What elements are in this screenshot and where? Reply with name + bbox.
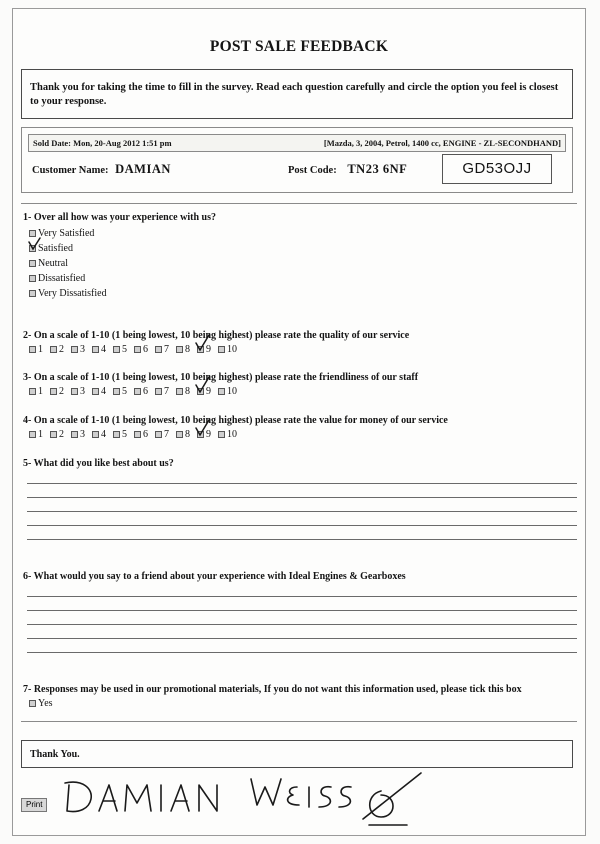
thank-you-box: Thank You. (21, 740, 573, 768)
rating-number: 5 (122, 429, 127, 440)
rating-number: 10 (227, 429, 237, 440)
rating-option[interactable] (218, 429, 237, 440)
q1-option[interactable] (29, 258, 68, 269)
option-checkbox[interactable] (29, 230, 36, 237)
question-4-scale (29, 429, 244, 440)
rating-number: 3 (80, 386, 85, 397)
sale-info-row (28, 134, 566, 152)
question-2: 2- On a scale of 1-10 (1 being lowest, 10 being highest) please rate the quality of our service (23, 330, 410, 341)
rating-number: 3 (80, 429, 85, 440)
rating-option[interactable] (71, 344, 85, 355)
rating-number: 4 (101, 429, 106, 440)
rating-checkbox[interactable] (113, 388, 120, 395)
rating-checkbox[interactable] (71, 346, 78, 353)
rating-number: 9 (206, 344, 211, 355)
rating-number: 3 (80, 344, 85, 355)
rating-option[interactable] (176, 386, 190, 397)
rating-checkbox[interactable] (92, 388, 99, 395)
answer-line[interactable] (27, 525, 577, 526)
rating-option[interactable] (71, 429, 85, 440)
rating-number: 2 (59, 344, 64, 355)
option-label: Dissatisfied (38, 273, 86, 284)
rating-option[interactable] (113, 344, 127, 355)
rating-checkbox[interactable] (155, 388, 162, 395)
vehicle-details: [Mazda, 3, 2004, Petrol, 1400 cc, ENGINE - ZL-SECONDHAND] (323, 138, 561, 148)
answer-line[interactable] (27, 652, 577, 653)
rating-checkbox[interactable] (134, 431, 141, 438)
postcode-value: TN23 6NF (347, 162, 408, 176)
rating-number: 9 (206, 429, 211, 440)
rating-number: 6 (143, 429, 148, 440)
rating-checkbox[interactable] (176, 431, 183, 438)
rating-option[interactable] (92, 429, 106, 440)
option-checkbox[interactable] (29, 290, 36, 297)
rating-number: 1 (38, 344, 43, 355)
q1-option[interactable] (29, 288, 107, 299)
rating-checkbox[interactable] (92, 431, 99, 438)
rating-number: 1 (38, 429, 43, 440)
consent-checkbox[interactable] (29, 700, 36, 707)
rating-number: 2 (59, 386, 64, 397)
print-button[interactable]: Print (21, 798, 47, 812)
intro-box: Thank you for taking the time to fill in the survey. Read each question carefully and circle the option you feel is closest to your response. (21, 69, 573, 119)
postcode-label: Post Code: (288, 165, 337, 176)
option-checkbox[interactable] (29, 260, 36, 267)
rating-option[interactable] (29, 429, 43, 440)
rating-checkbox[interactable] (218, 346, 225, 353)
answer-line[interactable] (27, 610, 577, 611)
rating-number: 2 (59, 429, 64, 440)
rating-option[interactable] (218, 344, 237, 355)
rating-number: 10 (227, 386, 237, 397)
rating-number: 7 (164, 344, 169, 355)
rating-checkbox[interactable] (197, 346, 204, 353)
rating-option[interactable] (155, 386, 169, 397)
rating-option[interactable] (71, 386, 85, 397)
answer-line[interactable] (27, 483, 577, 484)
rating-checkbox[interactable] (218, 388, 225, 395)
rating-option[interactable] (155, 344, 169, 355)
rating-checkbox[interactable] (155, 346, 162, 353)
question-1: 1- Over all how was your experience with us? (23, 212, 216, 223)
customer-name-label: Customer Name: (32, 165, 109, 176)
rating-number: 8 (185, 344, 190, 355)
option-checkbox[interactable] (29, 245, 36, 252)
handwritten-signature (63, 765, 433, 829)
answer-line[interactable] (27, 511, 577, 512)
rating-option[interactable] (50, 429, 64, 440)
rating-option[interactable] (197, 429, 211, 440)
rating-number: 10 (227, 344, 237, 355)
rating-option[interactable] (134, 429, 148, 440)
postcode-field (288, 162, 407, 177)
question-3-scale (29, 386, 244, 397)
rating-option[interactable] (29, 386, 43, 397)
rating-number: 6 (143, 344, 148, 355)
option-label: Very Satisfied (38, 228, 95, 239)
option-label: Satisfied (38, 243, 73, 254)
answer-line[interactable] (27, 638, 577, 639)
rating-checkbox[interactable] (29, 346, 36, 353)
rating-checkbox[interactable] (50, 346, 57, 353)
sold-date: Sold Date: Mon, 20-Aug 2012 1:51 pm (33, 138, 172, 148)
rating-checkbox[interactable] (113, 346, 120, 353)
section-divider (21, 721, 577, 722)
rating-checkbox[interactable] (197, 388, 204, 395)
rating-number: 8 (185, 429, 190, 440)
rating-option[interactable] (176, 429, 190, 440)
rating-option[interactable] (113, 386, 127, 397)
consent-option[interactable] (29, 698, 53, 709)
customer-name-field (32, 162, 171, 177)
rating-checkbox[interactable] (155, 431, 162, 438)
rating-checkbox[interactable] (218, 431, 225, 438)
rating-option[interactable] (197, 386, 211, 397)
rating-number: 4 (101, 344, 106, 355)
question-7: 7- Responses may be used in our promotional materials, If you do not want this information used, please tick this box (23, 684, 522, 695)
question-2-scale (29, 344, 244, 355)
rating-option[interactable] (155, 429, 169, 440)
rating-number: 1 (38, 386, 43, 397)
customer-name-value: DAMIAN (115, 162, 171, 176)
rating-checkbox[interactable] (134, 388, 141, 395)
registration-box: GD53OJJ (442, 154, 552, 184)
rating-option[interactable] (92, 386, 106, 397)
feedback-form (12, 8, 586, 836)
rating-checkbox[interactable] (176, 388, 183, 395)
rating-number: 9 (206, 386, 211, 397)
rating-option[interactable] (134, 386, 148, 397)
rating-number: 5 (122, 344, 127, 355)
rating-option[interactable] (134, 344, 148, 355)
q1-option[interactable] (29, 243, 73, 254)
rating-checkbox[interactable] (134, 346, 141, 353)
rating-checkbox[interactable] (176, 346, 183, 353)
option-label: Very Dissatisfied (38, 288, 107, 299)
rating-checkbox[interactable] (50, 388, 57, 395)
form-title: POST SALE FEEDBACK (209, 38, 389, 55)
rating-number: 7 (164, 429, 169, 440)
rating-checkbox[interactable] (197, 431, 204, 438)
rating-number: 8 (185, 386, 190, 397)
rating-option[interactable] (50, 344, 64, 355)
consent-label: Yes (38, 698, 53, 709)
rating-option[interactable] (29, 344, 43, 355)
rating-checkbox[interactable] (113, 431, 120, 438)
option-checkbox[interactable] (29, 275, 36, 282)
rating-checkbox[interactable] (29, 388, 36, 395)
rating-number: 6 (143, 386, 148, 397)
answer-line[interactable] (27, 596, 577, 597)
rating-option[interactable] (113, 429, 127, 440)
rating-option[interactable] (92, 344, 106, 355)
q1-option[interactable] (29, 273, 85, 284)
sale-details-box (21, 127, 573, 193)
rating-checkbox[interactable] (50, 431, 57, 438)
rating-checkbox[interactable] (71, 431, 78, 438)
q1-option[interactable] (29, 228, 94, 239)
rating-checkbox[interactable] (29, 431, 36, 438)
question-3: 3- On a scale of 1-10 (1 being lowest, 10 being highest) please rate the friendliness of our staff (23, 372, 419, 383)
rating-option[interactable] (218, 386, 237, 397)
answer-line[interactable] (27, 539, 577, 540)
rating-checkbox[interactable] (92, 346, 99, 353)
section-divider (21, 203, 577, 204)
answer-line[interactable] (27, 624, 577, 625)
rating-option[interactable] (50, 386, 64, 397)
rating-option[interactable] (197, 344, 211, 355)
question-4: 4- On a scale of 1-10 (1 being lowest, 10 being highest) please rate the value for money of our service (23, 415, 448, 426)
option-label: Neutral (38, 258, 68, 269)
answer-line[interactable] (27, 497, 577, 498)
question-5: 5- What did you like best about us? (23, 458, 174, 469)
rating-checkbox[interactable] (71, 388, 78, 395)
rating-number: 7 (164, 386, 169, 397)
rating-option[interactable] (176, 344, 190, 355)
rating-number: 5 (122, 386, 127, 397)
rating-number: 4 (101, 386, 106, 397)
question-6: 6- What would you say to a friend about your experience with Ideal Engines & Gearboxes (23, 571, 406, 582)
